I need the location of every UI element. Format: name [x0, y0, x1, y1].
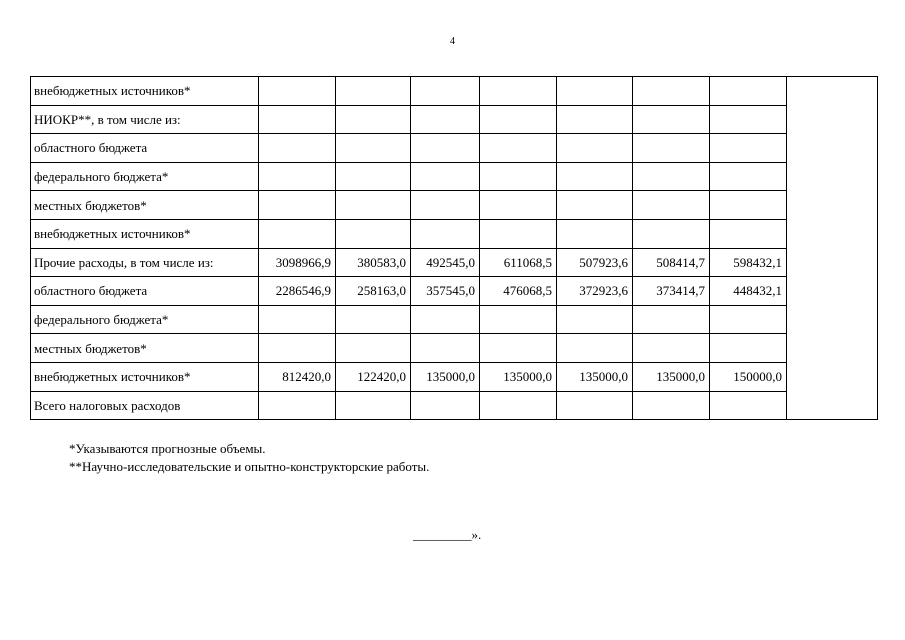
value-cell	[259, 77, 336, 106]
table-row	[31, 362, 878, 391]
value-cell	[480, 391, 557, 420]
value-cell	[259, 162, 336, 191]
value-cell	[411, 391, 480, 420]
value-cell	[557, 162, 633, 191]
value-cell: 492545,0	[411, 248, 480, 277]
value-cell	[633, 391, 710, 420]
value-cell	[480, 191, 557, 220]
row-label: федерального бюджета*	[31, 162, 259, 191]
value-cell	[259, 305, 336, 334]
value-cell	[259, 219, 336, 248]
value-cell	[336, 219, 411, 248]
value-cell	[336, 305, 411, 334]
value-cell	[336, 334, 411, 363]
value-cell: 150000,0	[710, 362, 787, 391]
value-cell	[710, 305, 787, 334]
value-cell	[336, 191, 411, 220]
value-cell	[710, 191, 787, 220]
value-cell: 380583,0	[336, 248, 411, 277]
footnotes	[69, 440, 429, 476]
value-cell	[411, 219, 480, 248]
value-cell	[336, 77, 411, 106]
value-cell: 373414,7	[633, 277, 710, 306]
page-number: 4	[450, 36, 455, 47]
closing-mark: _________».	[413, 527, 482, 542]
value-cell	[480, 305, 557, 334]
value-cell	[557, 191, 633, 220]
value-cell	[633, 162, 710, 191]
value-cell	[411, 191, 480, 220]
value-cell	[633, 134, 710, 163]
value-cell	[336, 105, 411, 134]
value-cell	[633, 77, 710, 106]
value-cell	[259, 191, 336, 220]
value-cell: 122420,0	[336, 362, 411, 391]
table-row	[31, 334, 878, 363]
value-cell	[633, 334, 710, 363]
table-row	[31, 134, 878, 163]
table-row	[31, 77, 878, 106]
table-row	[31, 162, 878, 191]
row-label: областного бюджета	[31, 277, 259, 306]
table-row	[31, 248, 878, 277]
value-cell	[710, 77, 787, 106]
table-row	[31, 277, 878, 306]
row-label: внебюджетных источников*	[31, 362, 259, 391]
value-cell: 507923,6	[557, 248, 633, 277]
value-cell	[557, 219, 633, 248]
value-cell: 448432,1	[710, 277, 787, 306]
value-cell	[336, 134, 411, 163]
value-cell	[336, 391, 411, 420]
value-cell	[710, 134, 787, 163]
value-cell: 135000,0	[633, 362, 710, 391]
value-cell	[480, 105, 557, 134]
row-label: Прочие расходы, в том числе из:	[31, 248, 259, 277]
value-cell	[557, 134, 633, 163]
row-label: внебюджетных источников*	[31, 219, 259, 248]
row-label: местных бюджетов*	[31, 191, 259, 220]
table-row	[31, 391, 878, 420]
value-cell: 135000,0	[557, 362, 633, 391]
value-cell	[411, 334, 480, 363]
value-cell	[557, 105, 633, 134]
row-label: НИОКР**, в том числе из:	[31, 105, 259, 134]
row-label: областного бюджета	[31, 134, 259, 163]
value-cell	[411, 305, 480, 334]
value-cell	[259, 105, 336, 134]
row-label: внебюджетных источников*	[31, 77, 259, 106]
value-cell	[557, 305, 633, 334]
value-cell	[480, 219, 557, 248]
value-cell	[557, 391, 633, 420]
footnote-forecast: *Указываются прогнозные объемы.	[69, 441, 266, 456]
value-cell: 2286546,9	[259, 277, 336, 306]
row-label: федерального бюджета*	[31, 305, 259, 334]
value-cell: 135000,0	[411, 362, 480, 391]
value-cell: 476068,5	[480, 277, 557, 306]
value-cell: 611068,5	[480, 248, 557, 277]
value-cell	[557, 334, 633, 363]
value-cell	[710, 219, 787, 248]
value-cell: 135000,0	[480, 362, 557, 391]
budget-table	[30, 76, 878, 420]
value-cell	[259, 334, 336, 363]
value-cell	[710, 105, 787, 134]
value-cell	[710, 334, 787, 363]
table-row	[31, 191, 878, 220]
value-cell	[633, 105, 710, 134]
value-cell	[633, 191, 710, 220]
value-cell: 258163,0	[336, 277, 411, 306]
value-cell	[710, 162, 787, 191]
value-cell	[336, 162, 411, 191]
value-cell	[259, 134, 336, 163]
value-cell	[480, 162, 557, 191]
value-cell	[411, 77, 480, 106]
table-row	[31, 219, 878, 248]
footnote-niokr: **Научно-исследовательские и опытно-конструкторские работы.	[69, 459, 430, 474]
row-label: местных бюджетов*	[31, 334, 259, 363]
value-cell: 598432,1	[710, 248, 787, 277]
row-label: Всего налоговых расходов	[31, 391, 259, 420]
table-row	[31, 105, 878, 134]
value-cell: 357545,0	[411, 277, 480, 306]
value-cell	[633, 305, 710, 334]
value-cell	[411, 105, 480, 134]
value-cell: 812420,0	[259, 362, 336, 391]
value-cell	[480, 334, 557, 363]
value-cell: 372923,6	[557, 277, 633, 306]
value-cell	[259, 391, 336, 420]
budget-table-body	[31, 77, 878, 420]
value-cell	[557, 77, 633, 106]
value-cell	[710, 391, 787, 420]
value-cell	[480, 77, 557, 106]
value-cell	[411, 162, 480, 191]
value-cell: 3098966,9	[259, 248, 336, 277]
value-cell	[411, 134, 480, 163]
value-cell	[480, 134, 557, 163]
empty-merged-column	[787, 77, 878, 420]
value-cell: 508414,7	[633, 248, 710, 277]
value-cell	[633, 219, 710, 248]
table-row	[31, 305, 878, 334]
